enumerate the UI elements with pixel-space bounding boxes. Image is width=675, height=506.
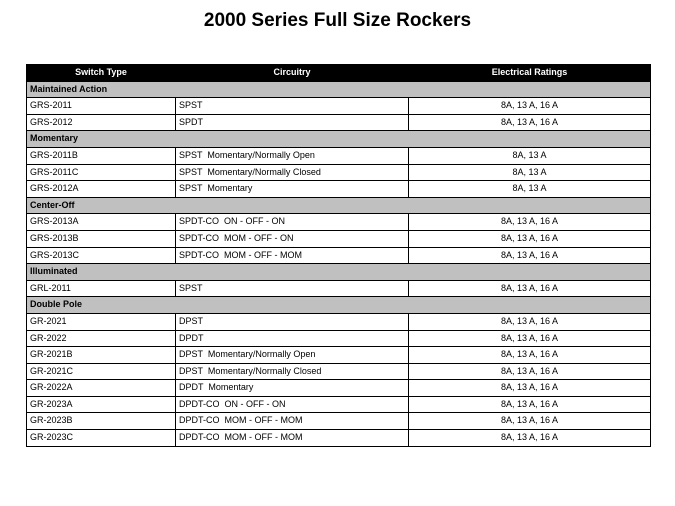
cell-electrical-ratings: 8A, 13 A, 16 A — [409, 347, 651, 364]
cell-switch-type: GRS-2013A — [27, 214, 176, 231]
cell-switch-type: GR-2021C — [27, 363, 176, 380]
table-row — [27, 247, 651, 264]
cell-electrical-ratings: 8A, 13 A, 16 A — [409, 396, 651, 413]
table-row — [27, 181, 651, 198]
table-row — [27, 214, 651, 231]
group-row — [27, 297, 651, 314]
cell-switch-type: GR-2021B — [27, 347, 176, 364]
table-row — [27, 114, 651, 131]
table-row — [27, 147, 651, 164]
cell-circuitry: DPST Momentary/Normally Closed — [176, 363, 409, 380]
group-label: Illuminated — [27, 264, 651, 281]
cell-switch-type: GRS-2011C — [27, 164, 176, 181]
cell-switch-type: GR-2022A — [27, 380, 176, 397]
group-row — [27, 81, 651, 98]
cell-switch-type: GRS-2013B — [27, 230, 176, 247]
cell-electrical-ratings: 8A, 13 A, 16 A — [409, 230, 651, 247]
group-label: Double Pole — [27, 297, 651, 314]
cell-circuitry: DPDT-CO ON - OFF - ON — [176, 396, 409, 413]
cell-electrical-ratings: 8A, 13 A — [409, 147, 651, 164]
cell-electrical-ratings: 8A, 13 A, 16 A — [409, 114, 651, 131]
cell-circuitry: SPST — [176, 280, 409, 297]
cell-circuitry: SPDT-CO MOM - OFF - MOM — [176, 247, 409, 264]
cell-electrical-ratings: 8A, 13 A — [409, 181, 651, 198]
group-row — [27, 264, 651, 281]
cell-switch-type: GRS-2012A — [27, 181, 176, 198]
cell-circuitry: SPDT — [176, 114, 409, 131]
group-label: Maintained Action — [27, 81, 651, 98]
page-title: 2000 Series Full Size Rockers — [203, 10, 472, 31]
cell-switch-type: GR-2023A — [27, 396, 176, 413]
table-row — [27, 413, 651, 430]
cell-switch-type: GR-2023C — [27, 430, 176, 447]
cell-circuitry: DPDT-CO MOM - OFF - MOM — [176, 430, 409, 447]
group-label: Momentary — [27, 131, 651, 148]
column-header-switch-type: Switch Type — [27, 65, 176, 82]
table-row — [27, 313, 651, 330]
cell-circuitry: SPST Momentary/Normally Closed — [176, 164, 409, 181]
cell-electrical-ratings: 8A, 13 A, 16 A — [409, 214, 651, 231]
cell-electrical-ratings: 8A, 13 A, 16 A — [409, 280, 651, 297]
cell-switch-type: GRL-2011 — [27, 280, 176, 297]
table-row — [27, 430, 651, 447]
table-row — [27, 164, 651, 181]
cell-electrical-ratings: 8A, 13 A, 16 A — [409, 380, 651, 397]
cell-circuitry: SPDT-CO MOM - OFF - ON — [176, 230, 409, 247]
cell-circuitry: DPDT-CO MOM - OFF - MOM — [176, 413, 409, 430]
table-header-row — [27, 65, 651, 82]
column-header-circuitry: Circuitry — [176, 65, 409, 82]
cell-switch-type: GR-2023B — [27, 413, 176, 430]
cell-switch-type: GRS-2012 — [27, 114, 176, 131]
cell-electrical-ratings: 8A, 13 A, 16 A — [409, 98, 651, 115]
group-row — [27, 197, 651, 214]
cell-electrical-ratings: 8A, 13 A, 16 A — [409, 313, 651, 330]
cell-electrical-ratings: 8A, 13 A, 16 A — [409, 363, 651, 380]
table-row — [27, 280, 651, 297]
table-row — [27, 98, 651, 115]
group-row — [27, 131, 651, 148]
cell-circuitry: SPST Momentary — [176, 181, 409, 198]
cell-circuitry: SPST Momentary/Normally Open — [176, 147, 409, 164]
cell-circuitry: DPST Momentary/Normally Open — [176, 347, 409, 364]
cell-circuitry: DPST — [176, 313, 409, 330]
group-label: Center-Off — [27, 197, 651, 214]
cell-circuitry: DPDT Momentary — [176, 380, 409, 397]
cell-electrical-ratings: 8A, 13 A, 16 A — [409, 413, 651, 430]
cell-circuitry: SPST — [176, 98, 409, 115]
cell-switch-type: GR-2022 — [27, 330, 176, 347]
table-row — [27, 230, 651, 247]
table-row — [27, 380, 651, 397]
cell-switch-type: GRS-2013C — [27, 247, 176, 264]
table-row — [27, 396, 651, 413]
cell-electrical-ratings: 8A, 13 A, 16 A — [409, 247, 651, 264]
cell-switch-type: GRS-2011 — [27, 98, 176, 115]
table-row — [27, 347, 651, 364]
table-row — [27, 330, 651, 347]
cell-switch-type: GRS-2011B — [27, 147, 176, 164]
column-header-electrical-ratings: Electrical Ratings — [409, 65, 651, 82]
cell-circuitry: SPDT-CO ON - OFF - ON — [176, 214, 409, 231]
rocker-spec-table — [26, 64, 651, 447]
cell-electrical-ratings: 8A, 13 A, 16 A — [409, 430, 651, 447]
table-row — [27, 363, 651, 380]
cell-switch-type: GR-2021 — [27, 313, 176, 330]
cell-electrical-ratings: 8A, 13 A, 16 A — [409, 330, 651, 347]
cell-circuitry: DPDT — [176, 330, 409, 347]
cell-electrical-ratings: 8A, 13 A — [409, 164, 651, 181]
